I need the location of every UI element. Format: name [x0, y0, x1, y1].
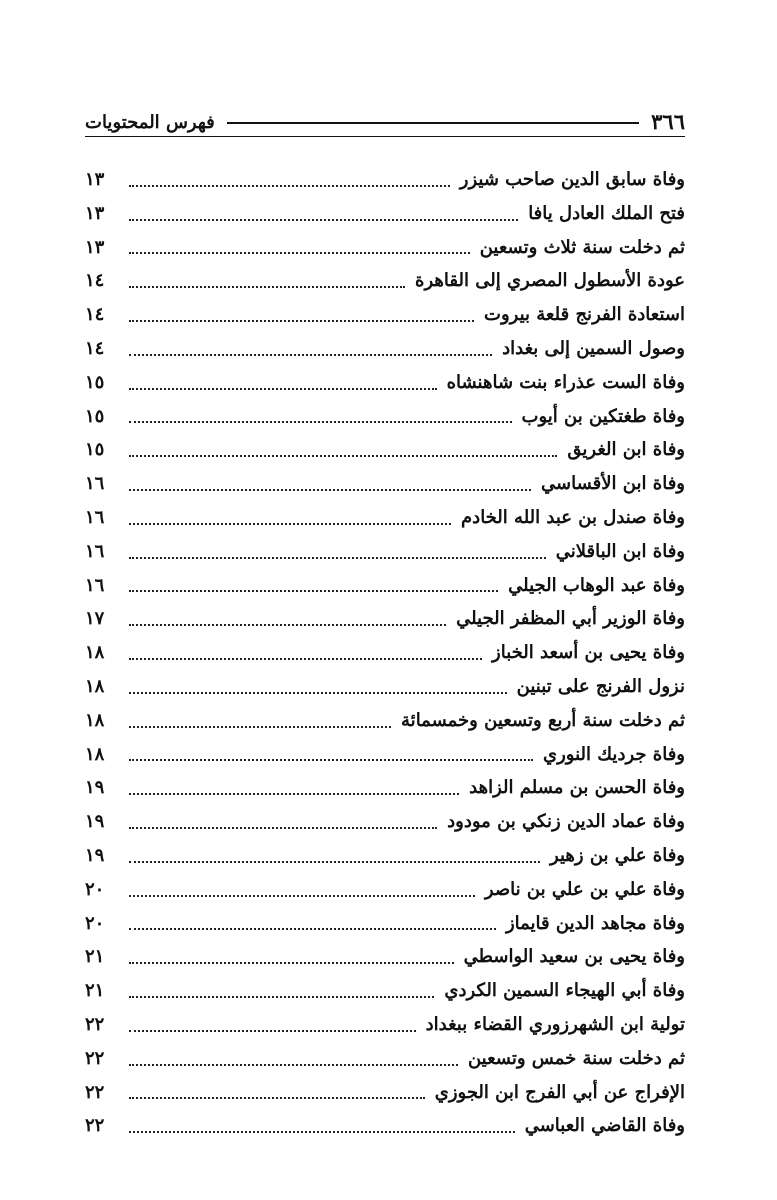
toc-entry	[85, 636, 685, 670]
toc-entry-page: ١٨	[85, 675, 105, 697]
toc-entry	[85, 839, 685, 873]
toc-entry	[85, 670, 685, 704]
toc-entry-title: عودة الأسطول المصري إلى القاهرة	[415, 270, 685, 292]
toc-entry	[85, 231, 685, 265]
toc-entry-page: ١٤	[85, 270, 105, 292]
toc-entry-title: تولية ابن الشهرزوري القضاء ببغداد	[425, 1013, 685, 1035]
toc-entry	[85, 1076, 685, 1110]
toc-entry-title: وصول السمين إلى بغداد	[502, 337, 685, 359]
toc-entry	[85, 569, 685, 603]
dot-leader	[129, 219, 518, 221]
toc-entry	[85, 602, 685, 636]
toc-entry-page: ١٩	[85, 844, 105, 866]
toc-entry-title: وفاة علي بن علي بن ناصر	[484, 878, 685, 900]
dot-leader	[129, 388, 437, 390]
toc-entry-title: وفاة ابن الباقلاني	[555, 540, 685, 562]
dot-leader	[129, 252, 470, 254]
toc-entry-title: وفاة الحسن بن مسلم الزاهد	[469, 777, 685, 799]
page-number: ٣٦٦	[651, 109, 685, 134]
dot-leader	[129, 1030, 416, 1032]
toc-entry-title: وفاة عبد الوهاب الجيلي	[508, 574, 685, 596]
toc-entry-title: نزول الفرنج على تبنين	[516, 675, 685, 697]
toc-entry-title: ثم دخلت سنة أربع وتسعين وخمسمائة	[401, 709, 685, 731]
dot-leader	[129, 455, 557, 457]
toc-entry-page: ١٩	[85, 811, 105, 833]
dot-leader	[129, 286, 405, 288]
toc-entry-title: وفاة طغتكين بن أيوب	[521, 405, 685, 427]
toc-entry-title: وفاة علي بن زهير	[550, 844, 685, 866]
toc-entry	[85, 771, 685, 805]
dot-leader	[129, 692, 507, 694]
toc-entry-title: وفاة ابن الغريق	[567, 439, 685, 461]
toc-entry-page: ١٩	[85, 777, 105, 799]
toc-entry-page: ١٥	[85, 371, 105, 393]
dot-leader	[129, 726, 391, 728]
toc-entry-title: وفاة جرديك النوري	[543, 743, 685, 765]
toc-entry-page: ١٣	[85, 236, 105, 258]
toc-entry-page: ٢٢	[85, 1013, 105, 1035]
toc-entry-title: ثم دخلت سنة ثلاث وتسعين	[479, 236, 685, 258]
toc-entry	[85, 433, 685, 467]
toc-entry-title: وفاة أبي الهيجاء السمين الكردي	[444, 980, 685, 1002]
dot-leader	[129, 354, 492, 356]
toc-entry-page: ١٦	[85, 506, 105, 528]
dot-leader	[129, 658, 482, 660]
dot-leader	[129, 185, 450, 187]
toc-entry-page: ١٨	[85, 642, 105, 664]
toc-entry-page: ١٨	[85, 743, 105, 765]
toc-entry	[85, 332, 685, 366]
toc-entry-page: ١٤	[85, 304, 105, 326]
toc-entry	[85, 366, 685, 400]
dot-leader	[129, 590, 498, 592]
toc-entry	[85, 1042, 685, 1076]
toc-entry-page: ٢٠	[85, 878, 105, 900]
toc-entry-title: فتح الملك العادل يافا	[528, 202, 685, 224]
dot-leader	[129, 320, 474, 322]
toc-entry-page: ١٥	[85, 439, 105, 461]
table-of-contents	[85, 163, 685, 1143]
toc-entry-page: ٢٠	[85, 912, 105, 934]
toc-entry	[85, 501, 685, 535]
toc-entry-page: ٢٢	[85, 1047, 105, 1069]
dot-leader	[129, 996, 434, 998]
toc-entry	[85, 264, 685, 298]
dot-leader	[129, 928, 496, 930]
dot-leader	[129, 962, 454, 964]
toc-entry	[85, 400, 685, 434]
dot-leader	[129, 827, 437, 829]
toc-entry-title: وفاة القاضي العباسي	[524, 1115, 685, 1137]
dot-leader	[129, 557, 546, 559]
toc-entry-title: وفاة سابق الدين صاحب شيزر	[459, 169, 685, 190]
dot-leader	[129, 1097, 425, 1099]
page-header	[85, 92, 685, 137]
toc-entry-page: ١٥	[85, 405, 105, 427]
toc-entry-page: ١٨	[85, 709, 105, 731]
toc-entry-title: وفاة يحيى بن سعيد الواسطي	[463, 946, 685, 968]
toc-entry-title: استعادة الفرنج قلعة بيروت	[484, 304, 685, 326]
toc-entry-title: وفاة صندل بن عبد الله الخادم	[461, 506, 685, 528]
dot-leader	[129, 624, 446, 626]
dot-leader	[129, 895, 475, 897]
dot-leader	[129, 793, 459, 795]
toc-entry	[85, 805, 685, 839]
toc-entry-page: ١٦	[85, 540, 105, 562]
dot-leader	[129, 489, 531, 491]
toc-entry	[85, 1109, 685, 1143]
document-page	[85, 92, 685, 1137]
toc-entry-page: ٢١	[85, 980, 105, 1002]
toc-entry-page: ٢١	[85, 946, 105, 968]
toc-entry	[85, 535, 685, 569]
toc-entry	[85, 298, 685, 332]
dot-leader	[129, 421, 512, 423]
header-rule	[227, 122, 639, 124]
toc-entry-page: ١٦	[85, 574, 105, 596]
dot-leader	[129, 861, 540, 863]
toc-entry-page: ١٣	[85, 169, 105, 190]
toc-entry	[85, 163, 685, 197]
toc-entry	[85, 197, 685, 231]
toc-entry-title: وفاة الست عذراء بنت شاهنشاه	[446, 371, 685, 393]
toc-entry-title: ثم دخلت سنة خمس وتسعين	[467, 1047, 685, 1069]
toc-entry-title: الإفراج عن أبي الفرج ابن الجوزي	[434, 1081, 685, 1103]
toc-entry	[85, 1008, 685, 1042]
toc-entry	[85, 467, 685, 501]
toc-entry	[85, 907, 685, 941]
toc-entry-title: وفاة ابن الأقساسي	[541, 473, 685, 495]
toc-entry-title: وفاة عماد الدين زنكي بن مودود	[447, 811, 685, 833]
dot-leader	[129, 1064, 458, 1066]
toc-entry-page: ١٤	[85, 337, 105, 359]
toc-entry-title: وفاة مجاهد الدين قايماز	[505, 912, 685, 934]
dot-leader	[129, 523, 451, 525]
toc-entry	[85, 738, 685, 772]
toc-entry	[85, 974, 685, 1008]
toc-entry-title: وفاة الوزير أبي المظفر الجيلي	[456, 608, 685, 630]
toc-entry-page: ٢٢	[85, 1081, 105, 1103]
toc-entry-page: ١٦	[85, 473, 105, 495]
dot-leader	[129, 759, 533, 761]
toc-entry-page: ١٧	[85, 608, 105, 630]
toc-entry-page: ١٣	[85, 202, 105, 224]
toc-entry	[85, 704, 685, 738]
toc-entry-page: ٢٢	[85, 1115, 105, 1137]
toc-entry	[85, 873, 685, 907]
toc-entry	[85, 940, 685, 974]
running-title: فهرس المحتويات	[85, 112, 215, 133]
toc-entry-title: وفاة يحيى بن أسعد الخباز	[492, 642, 685, 664]
dot-leader	[129, 1131, 515, 1133]
